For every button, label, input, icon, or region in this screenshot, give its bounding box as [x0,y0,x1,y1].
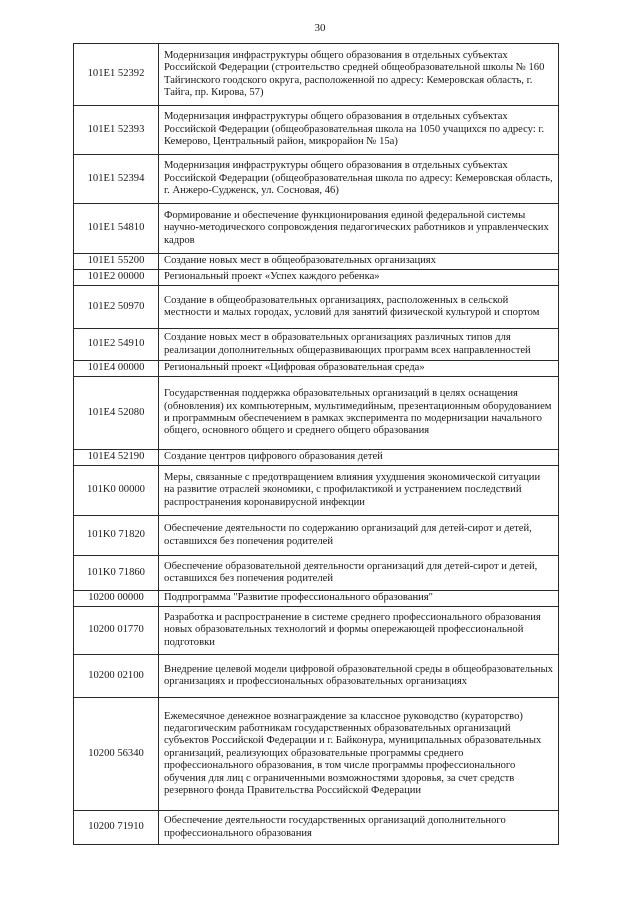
row-description: Меры, связанные с предотвращением влияния ухудшения экономической ситуации на развитие отраслей экономики, с профилактикой и устранением последствий распространения коронавирусной инфекции [159,466,559,516]
row-code: 101K0 71860 [74,556,159,591]
row-description: Подпрограмма "Развитие профессионального образования" [159,591,559,607]
table-row [74,254,559,270]
table-row [74,655,559,698]
row-code: 101E1 52393 [74,106,159,155]
row-description: Создание новых мест в общеобразовательных организациях [159,254,559,270]
table-row [74,811,559,845]
table-row [74,44,559,106]
row-description: Создание в общеобразовательных организациях, расположенных в сельской местности и малых городах, условий для занятий физической культурой и спортом [159,286,559,329]
row-description: Формирование и обеспечение функционирования единой федеральной системы научно-методического сопровождения педагогических работников и управленческих кадров [159,204,559,254]
row-code: 101E4 52190 [74,450,159,466]
budget-code-table [73,43,559,845]
table-row [74,591,559,607]
table-row [74,361,559,377]
row-description: Создание новых мест в образовательных организациях различных типов для реализации дополнительных общеразвивающих программ всех направленностей [159,329,559,361]
table-row [74,607,559,655]
row-code: 101E1 55200 [74,254,159,270]
row-description: Региональный проект «Успех каждого ребенка» [159,270,559,286]
row-description: Обеспечение деятельности государственных организаций дополнительного профессионального образования [159,811,559,845]
table-row [74,204,559,254]
row-description: Ежемесячное денежное вознаграждение за классное руководство (кураторство) педагогическим работникам государственных образовательных организаций субъектов Российской Федерации и г. Байконура, муниципальных образовательных организаций, реализующих образовательные программы среднего профессионального образования, в том числе программы профессионального обучения для лиц с ограниченными возможностями здоровья, за счет средств резервного фонда Правительства Российской Федерации [159,698,559,811]
row-code: 101E1 52394 [74,155,159,204]
table-row [74,286,559,329]
row-description: Обеспечение образовательной деятельности организаций для детей-сирот и детей, оставшихся без попечения родителей [159,556,559,591]
row-code: 101E2 50970 [74,286,159,329]
table-row [74,377,559,450]
row-description: Модернизация инфраструктуры общего образования в отдельных субъектах Российской Федерации (общеобразовательная школа на 1050 учащихся по адресу: г. Кемерово, Центральный район, микрорайон № 15а) [159,106,559,155]
row-description: Разработка и распространение в системе среднего профессионального образования новых образовательных технологий и формы опережающей профессиональной подготовки [159,607,559,655]
row-description: Региональный проект «Цифровая образовательная среда» [159,361,559,377]
row-description: Внедрение целевой модели цифровой образовательной среды в общеобразовательных организациях и профессиональных образовательных организациях [159,655,559,698]
row-code: 10200 71910 [74,811,159,845]
row-description: Модернизация инфраструктуры общего образования в отдельных субъектах Российской Федерации (строительство средней общеобразовательной школы № 160 Тайгинского гоодского округа, расположенной по адресу: Кемеровская область, г. Тайга, пр. Кирова, 57) [159,44,559,106]
table-row [74,466,559,516]
table-row [74,516,559,556]
row-code: 10200 01770 [74,607,159,655]
row-description: Обеспечение деятельности по содержанию организаций для детей-сирот и детей, оставшихся без попечения родителей [159,516,559,556]
table-row [74,270,559,286]
table-row [74,556,559,591]
table-row [74,106,559,155]
row-description: Модернизация инфраструктуры общего образования в отдельных субъектах Российской Федерации (общеобразовательная школа по адресу: Кемеровская область, г. Анжеро-Судженск, ул. Сосновая, 46) [159,155,559,204]
table-row [74,450,559,466]
row-code: 101E2 54910 [74,329,159,361]
row-code: 101E1 54810 [74,204,159,254]
row-code: 10200 00000 [74,591,159,607]
table-row [74,698,559,811]
table-row [74,155,559,204]
table-row [74,329,559,361]
row-description: Создание центров цифрового образования детей [159,450,559,466]
row-code: 101K0 71820 [74,516,159,556]
row-code: 101K0 00000 [74,466,159,516]
row-code: 101E1 52392 [74,44,159,106]
row-code: 10200 02100 [74,655,159,698]
row-code: 101E2 00000 [74,270,159,286]
row-code: 10200 56340 [74,698,159,811]
row-code: 101E4 52080 [74,377,159,450]
row-description: Государственная поддержка образовательных организаций в целях оснащения (обновления) их компьютерным, мультимедийным, презентационным оборудованием и программным обеспечением в рамках эксперимента по модернизации начального общего, основного общего и среднего общего образования [159,377,559,450]
page-number: 30 [314,22,326,34]
row-code: 101E4 00000 [74,361,159,377]
